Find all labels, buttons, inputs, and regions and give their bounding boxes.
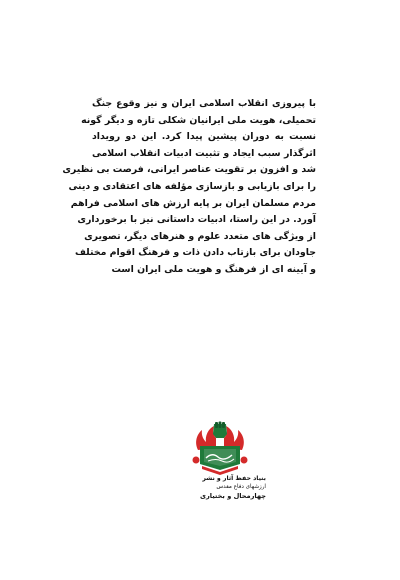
paragraph-line-9: از ویژگی های متعدد علوم و هنرهای دیگر، تصویری (84, 230, 316, 242)
paragraph-line-10: جاودان برای بازتاب دادن ذات و فرهنگ اقوام مختلف (75, 247, 316, 259)
body-paragraph (62, 96, 316, 279)
paragraph-line-5: شد و افزون بر تقویت عناصر ایرانی، فرصت بی نظیری (62, 164, 316, 176)
paragraph-line-8: آورد. در این راستا، ادبیات داستانی نیز با برخورداری (77, 214, 316, 226)
emblem-finger-3 (222, 422, 225, 428)
paragraph-line-6: را برای بازیابی و بازسازی مؤلفه های اعتقادی و دینی (68, 180, 316, 192)
organization-name (170, 474, 266, 501)
paragraph-line-1: با پیروزی انقلاب اسلامی ایران و نیز وقوع جنگ (92, 98, 316, 109)
paragraph-line-4: اثرگذار سبب ایجاد و تثبیت ادبیات انقلاب اسلامی (92, 147, 316, 159)
emblem-finger-1 (215, 422, 218, 428)
paragraph-line-11: و آیینه ای از فرهنگ و هویت ملی ایران است (111, 263, 316, 275)
paragraph-line-3: نسبت به دوران پیشین پیدا کرد. این دو رویداد (92, 131, 316, 143)
emblem-red-dot-right (241, 457, 248, 464)
emblem-red-dot-left (193, 457, 200, 464)
organization-line-1: بنیاد حفظ آثار و نشر (202, 475, 266, 482)
paragraph-line-7: مردم مسلمان ایران بر پایه ارزش های اسلامی فراهم (70, 197, 316, 209)
emblem-svg (188, 420, 252, 476)
paragraph-line-2: تحمیلی، هویت ملی ایرانیان شکلی تازه و دیگر گونه (81, 114, 316, 126)
emblem-finger-2 (219, 422, 222, 429)
organization-line-3: چهارمحال و بختیاری (199, 492, 266, 500)
organization-line-2: ارزشهای دفاع مقدس (216, 484, 266, 490)
